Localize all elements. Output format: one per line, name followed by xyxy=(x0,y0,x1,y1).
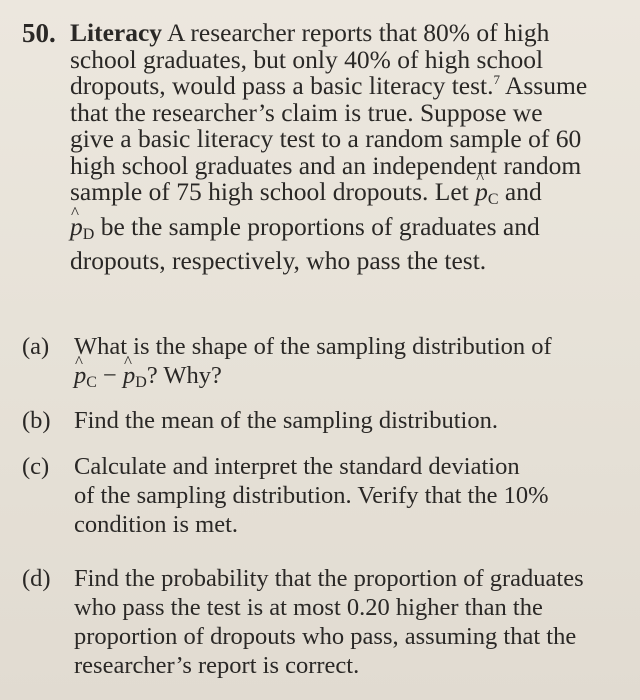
part-label: (c) xyxy=(22,453,50,480)
stem-line-3: dropouts, would pass a basic literacy test.$^7$ Assume xyxy=(70,71,588,100)
stem-line-8: ^ $p_D$ be the sample proportions of graduates and xyxy=(70,214,615,249)
part-text: Find the probability that the proportion of graduates who pass the test is at most 0.20 higher than the proportion of dropouts who pass, assuming that the researcher’s report is correct. xyxy=(74,565,584,679)
stem-line-1: Literacy A researcher reports that 80% of high xyxy=(70,18,550,47)
p-hat-c: ^ $p_C$ xyxy=(475,179,498,214)
problem-number: 50. xyxy=(22,18,56,48)
problem-title: Literacy xyxy=(70,18,163,47)
part-text: Calculate and interpret the standard deviation of the sampling distribution. Verify that the 10% condition is met. xyxy=(74,453,549,538)
stem-line-6: high school graduates and an independent random xyxy=(70,150,582,180)
footnote-mark: 7 xyxy=(493,72,500,87)
part-text: Find the mean of the sampling distribution. xyxy=(74,407,498,434)
part-label: (d) xyxy=(22,565,51,592)
stem-line-9: dropouts, respectively, who pass the test. xyxy=(70,246,487,275)
stem-line-2: school graduates, but only 40% of high school xyxy=(70,44,544,74)
p-hat-c: ^ $p_C$ xyxy=(74,361,97,397)
stem-line-7: sample of 75 high school dropouts. Let ^ $p_C$ and xyxy=(70,179,615,214)
part-text: What is the shape of the sampling distribution of ^ $p_C$ − ^ $p_D$? Why? xyxy=(74,332,619,397)
part-label: (a) xyxy=(22,333,50,360)
p-hat-d: ^ $p_D$ xyxy=(123,361,147,397)
part-label: (b) xyxy=(22,407,51,434)
p-hat-d: ^ $p_D$ xyxy=(70,214,94,249)
stem-line-5: give a basic literacy test to a random sample of 60 xyxy=(70,124,582,153)
problem-stem xyxy=(70,20,615,275)
stem-line-4: that the researcher’s claim is true. Suppose we xyxy=(70,97,543,127)
